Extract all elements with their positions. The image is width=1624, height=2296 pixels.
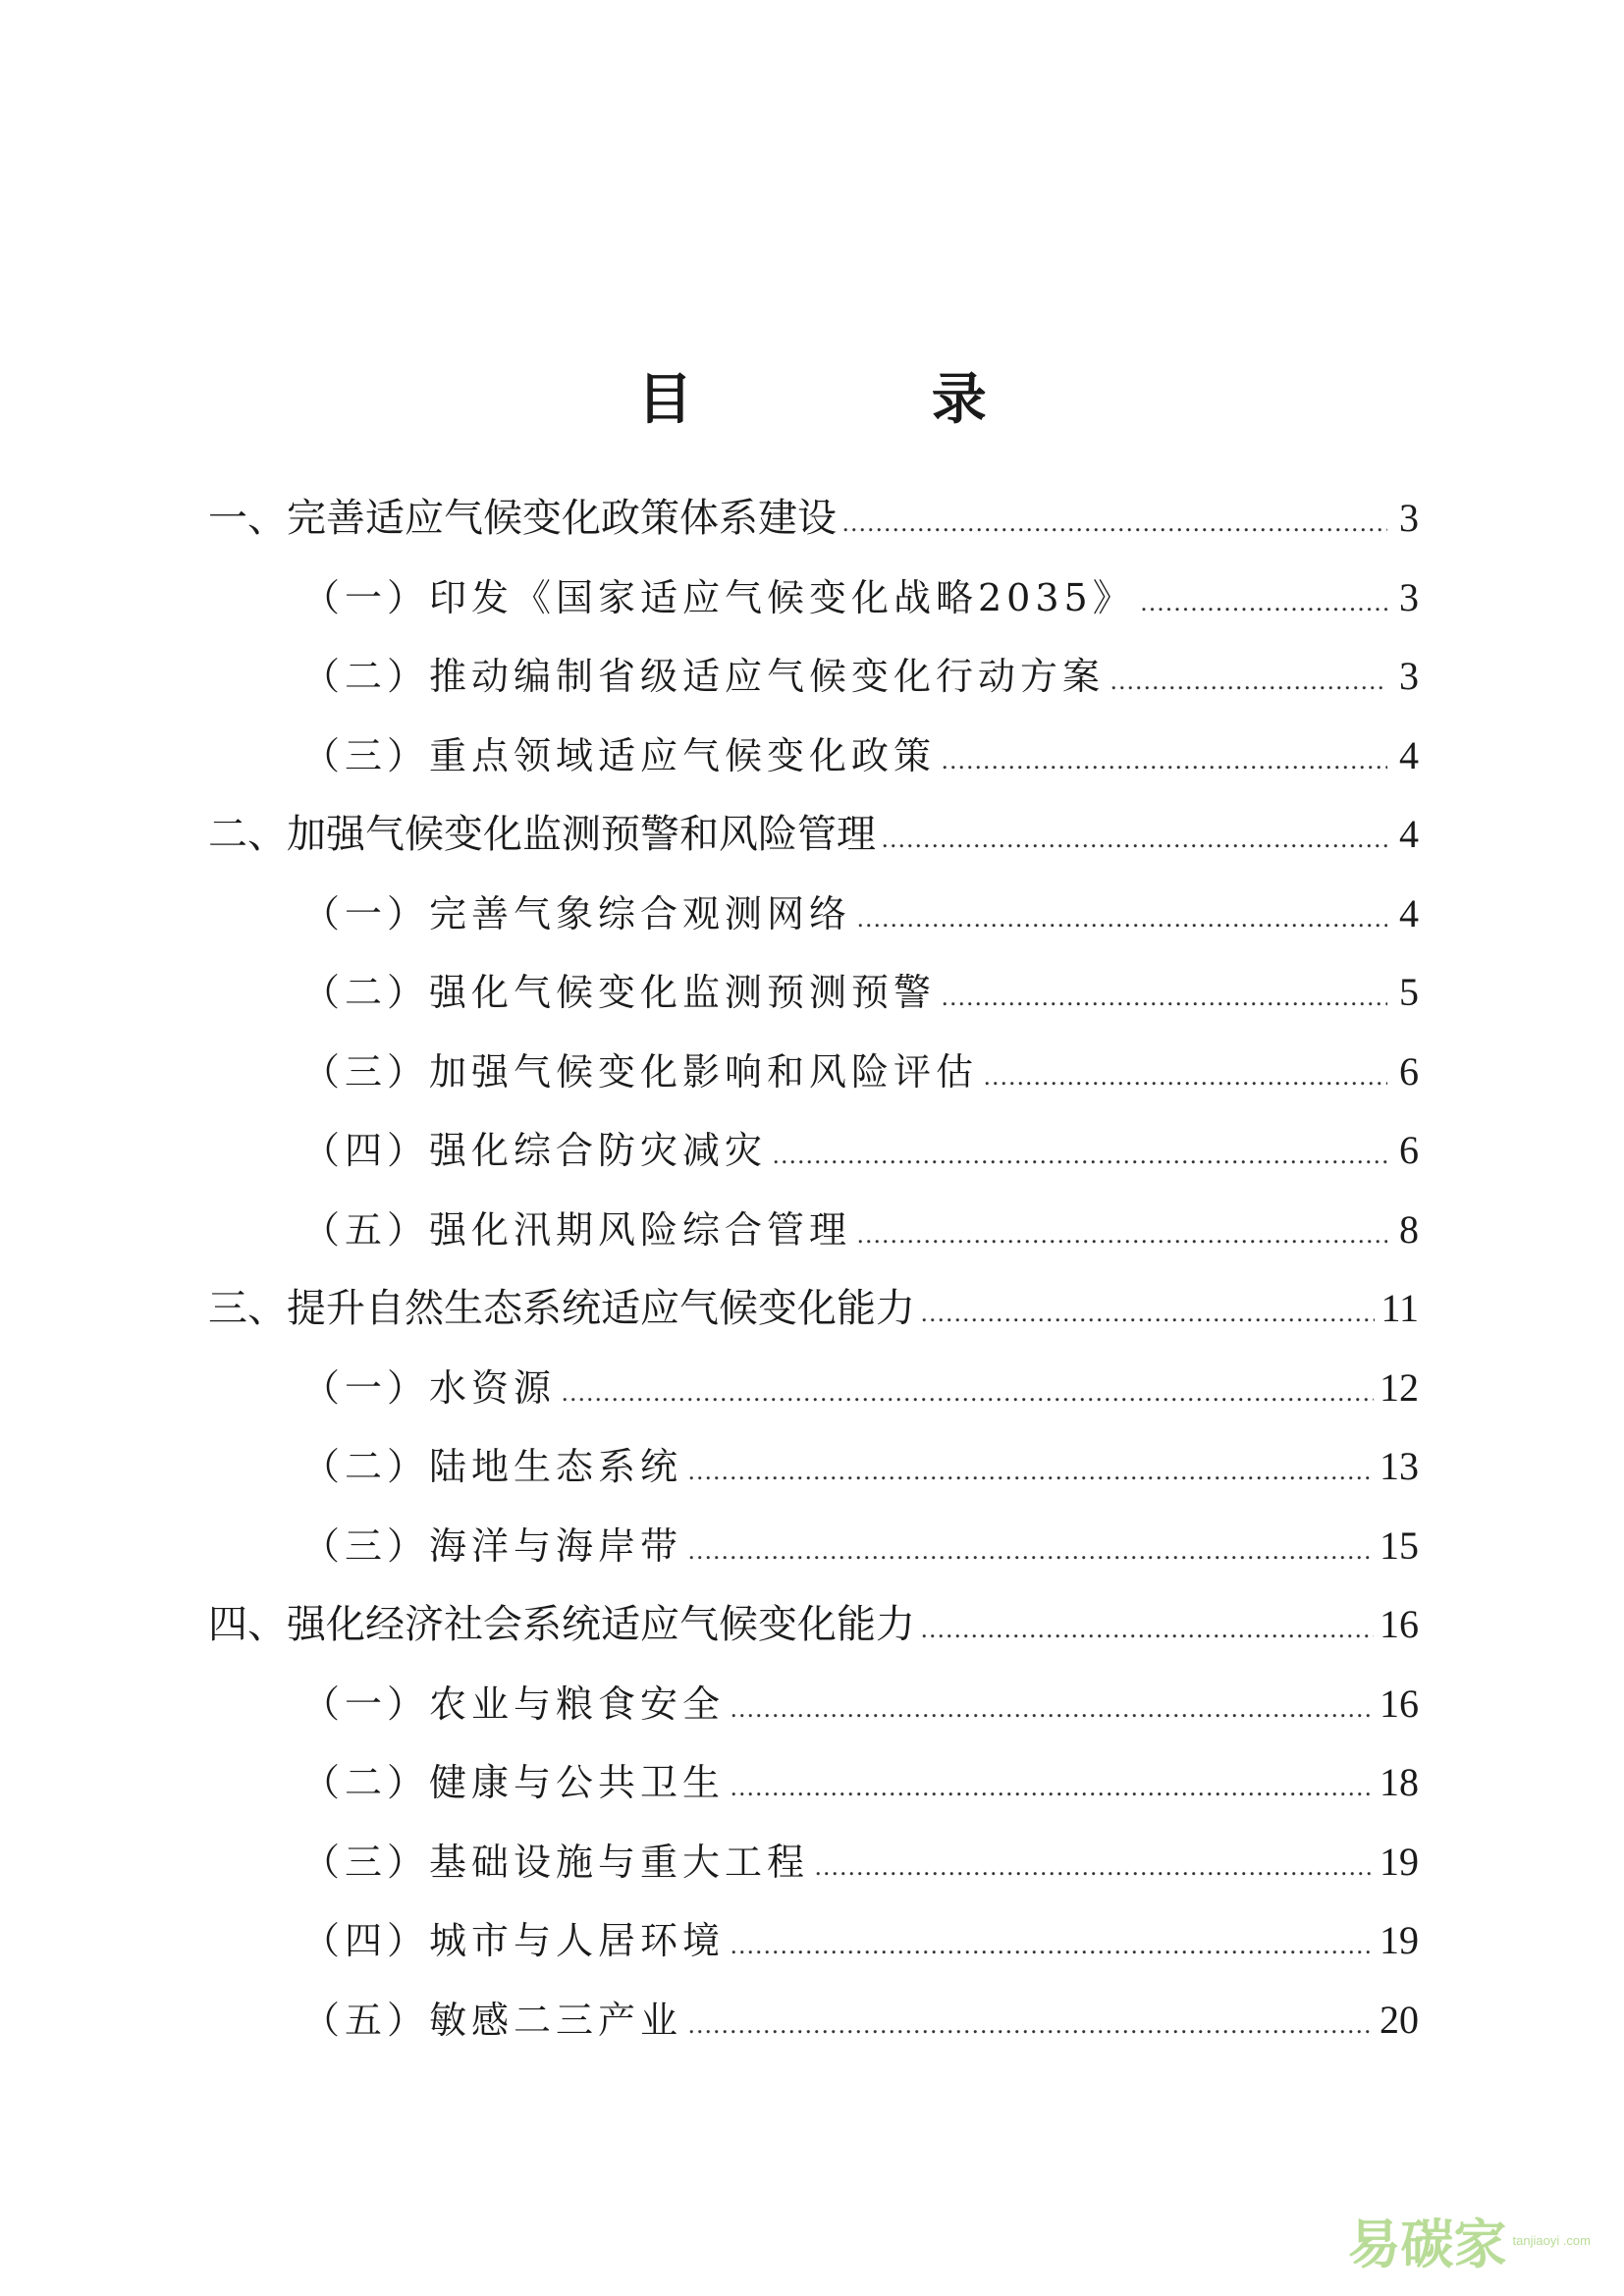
toc-entry[interactable] [208, 1437, 1419, 1517]
toc-entry[interactable] [208, 726, 1419, 806]
toc-entry[interactable] [208, 1911, 1419, 1991]
toc-page-number: 5 [1399, 970, 1419, 1014]
toc-entry-label: （五）强化汛期风险综合管理 [302, 1207, 852, 1252]
toc-entry[interactable] [208, 489, 1419, 568]
toc-entry-label: （三）加强气候变化影响和风险评估 [302, 1049, 979, 1094]
toc-page-number: 16 [1380, 1681, 1419, 1726]
toc-page-number: 20 [1380, 1997, 1419, 2042]
toc-entry-label: （一）完善气象综合观测网络 [302, 891, 852, 935]
toc-entry[interactable] [208, 568, 1419, 648]
toc-entry-label: （三）海洋与海岸带 [302, 1523, 683, 1568]
toc-dot-leader [731, 1916, 1374, 1975]
toc-page-number: 4 [1399, 812, 1419, 856]
toc-page-number: 3 [1399, 574, 1419, 619]
toc-entry-label: （三）基础设施与重大工程 [302, 1840, 810, 1884]
toc-entry-label: （一）印发《国家适应气候变化战略2035》 [302, 575, 1135, 619]
toc-entry[interactable] [208, 963, 1419, 1042]
toc-dot-leader [688, 1996, 1374, 2055]
toc-entry-label: （五）敏感二三产业 [302, 1998, 683, 2042]
toc-page-number: 19 [1380, 1839, 1419, 1884]
toc-entry[interactable] [208, 1833, 1419, 1912]
toc-entry[interactable] [208, 805, 1419, 884]
toc-page-number: 3 [1399, 496, 1419, 540]
toc-entry[interactable] [208, 884, 1419, 964]
toc-entry-label: （二）陆地生态系统 [302, 1445, 683, 1488]
toc-entry[interactable] [208, 1991, 1419, 2070]
toc-entry-label: 三、提升自然生态系统适应气候变化能力 [208, 1286, 915, 1331]
toc-dot-leader [688, 1522, 1374, 1580]
toc-dot-leader [921, 1284, 1375, 1343]
toc-dot-leader [857, 889, 1387, 948]
toc-page-number: 4 [1399, 890, 1419, 935]
toc-dot-leader [773, 1126, 1387, 1185]
toc-entry[interactable] [208, 1359, 1419, 1438]
toc-entry[interactable] [208, 647, 1419, 726]
watermark-logo [1348, 2203, 1591, 2278]
watermark-brand: 易碳家 [1347, 2214, 1507, 2275]
toc-page-number: 8 [1399, 1206, 1419, 1252]
toc-dot-leader [921, 1600, 1374, 1659]
toc-entry-label: （二）强化气候变化监测预测预警 [302, 971, 937, 1014]
toc-page-number: 15 [1380, 1522, 1419, 1568]
toc-entry-label: （三）重点领域适应气候变化政策 [302, 733, 937, 777]
toc-entry[interactable] [208, 1517, 1419, 1596]
toc-entry-label: （一）水资源 [302, 1365, 557, 1410]
toc-entry[interactable] [208, 1595, 1419, 1675]
toc-entry-label: （四）城市与人居环境 [302, 1919, 726, 1962]
toc-entry-label: （二）推动编制省级适应气候变化行动方案 [302, 655, 1106, 698]
toc-entry[interactable] [208, 1675, 1419, 1754]
toc-entry-label: （二）健康与公共卫生 [302, 1761, 726, 1804]
toc-dot-leader [882, 810, 1387, 869]
toc-page-number: 6 [1399, 1048, 1419, 1094]
table-of-contents [208, 489, 1419, 2069]
toc-entry[interactable] [208, 1121, 1419, 1201]
toc-page-number: 19 [1380, 1918, 1419, 1962]
toc-dot-leader [1110, 652, 1387, 711]
toc-entry-label: （一）农业与粮食安全 [302, 1682, 726, 1726]
toc-dot-leader [842, 494, 1387, 553]
toc-page-number: 12 [1380, 1364, 1419, 1410]
toc-page-number: 11 [1380, 1286, 1419, 1330]
toc-dot-leader [562, 1363, 1374, 1422]
toc-page-number: 6 [1399, 1128, 1419, 1172]
toc-entry[interactable] [208, 1753, 1419, 1833]
toc-entry-label: （四）强化综合防灾减灾 [302, 1129, 768, 1172]
toc-page-number: 3 [1399, 654, 1419, 698]
toc-dot-leader [731, 1758, 1374, 1817]
toc-dot-leader [942, 731, 1387, 790]
toc-entry[interactable] [208, 1042, 1419, 1122]
toc-page-number: 4 [1399, 732, 1419, 777]
toc-dot-leader [984, 1047, 1387, 1106]
toc-dot-leader [1141, 573, 1387, 632]
toc-dot-leader [731, 1680, 1374, 1738]
toc-page-number: 16 [1380, 1602, 1419, 1646]
toc-entry-label: 四、强化经济社会系统适应气候变化能力 [208, 1602, 915, 1647]
toc-entry[interactable] [208, 1201, 1419, 1280]
watermark-domain: tanjiaoyi .com [1512, 2232, 1591, 2248]
toc-dot-leader [857, 1205, 1387, 1264]
toc-dot-leader [688, 1442, 1374, 1501]
toc-entry[interactable] [208, 1279, 1419, 1359]
toc-page-number: 13 [1380, 1444, 1419, 1488]
toc-dot-leader [815, 1838, 1374, 1896]
toc-entry-label: 二、加强气候变化监测预警和风险管理 [208, 812, 876, 857]
toc-page-number: 18 [1380, 1760, 1419, 1804]
toc-entry-label: 一、完善适应气候变化政策体系建设 [208, 496, 837, 541]
page-title: 目 录 [637, 367, 1097, 432]
toc-dot-leader [942, 968, 1387, 1027]
